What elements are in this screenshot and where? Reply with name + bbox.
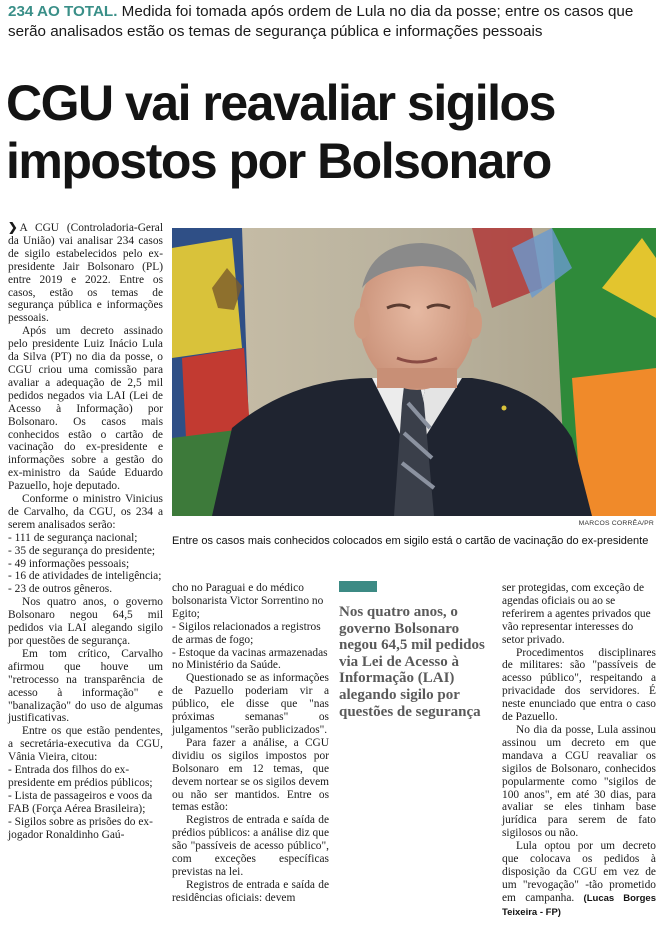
article-column-4 <box>502 582 656 920</box>
paragraph: Procedimentos disciplinares de militares: são "passíveis de acesso público", respeitando a privacidade dos servidores. É neste enunciado que entra o caso de Pazuello. <box>502 646 656 724</box>
article-photo <box>172 228 656 516</box>
list-item: - Sigilos sobre as prisões do ex-jogador Ronaldinho Gaú- <box>8 815 153 841</box>
paragraph: Registros de entrada e saída de prédios públicos: a análise diz que são "passíveis de acesso público", com exceções específicas previstas na lei. <box>172 814 329 878</box>
kicker-tag: 234 AO TOTAL. <box>8 3 118 20</box>
paragraph: ❯ A CGU (Controladoria-Geral da União) vai analisar 234 casos de sigilo estabelecidos pelo ex-presidente Jair Bolsonaro (PL) entre 2019 e 2022. Entre os casos, estão os temas de segurança pública e informações pessoais. <box>8 222 163 325</box>
kicker-text: Medida foi tomada após ordem de Lula no dia da posse; entre os casos que serão analisados estão os temas de segurança pública e informações pessoais <box>8 3 634 40</box>
article-column-1 <box>8 222 163 842</box>
list-item: - Estoque da vacinas armazenadas no Ministério da Saúde. <box>172 646 328 672</box>
photo-caption: Entre os casos mais conhecidos colocados em sigilo está o cartão de vacinação do ex-presidente <box>172 535 649 547</box>
lead-marker-icon: ❯ <box>8 222 18 234</box>
paragraph: Para fazer a análise, a CGU dividiu os sigilos impostos por Bolsonaro em 12 temas, que devem nortear se os sigilos devem ou não ser mantidos. Entre os temas estão: <box>172 736 329 814</box>
paragraph: Em tom crítico, Carvalho afirmou que houve um "retrocesso na transparência de acesso à informação" e "banalização" do uso de algumas justificativas. <box>8 647 163 725</box>
paragraph: Nos quatro anos, o governo Bolsonaro negou 64,5 mil pedidos via LAI alegando sigilo por questões de segurança. <box>8 596 163 647</box>
list-item: - 35 de segurança do presidente; <box>8 544 156 557</box>
paragraph: Entre os que estão pendentes, a secretária-executiva da CGU, Vânia Vieira, citou: <box>8 725 163 764</box>
paragraph: ser protegidas, com exceção de agendas oficiais ou ao se referirem a agentes privados que vão representar interesses do setor privado. <box>502 582 651 646</box>
paragraph: Registros de entrada e saída de residências oficiais: devem <box>172 878 329 904</box>
article-column-2 <box>172 582 329 905</box>
pullquote-bar <box>339 581 377 592</box>
list-item: - 16 de atividades de inteligência; <box>8 570 162 583</box>
paragraph: No dia da posse, Lula assinou assinou um decreto em que mandava a CGU reavaliar os sigilos de Bolsonaro, conhecidos popularmente como "sigilos de 100 anos", em até 30 dias, para avaliar se eles tinham base jurídica para serem de fato sigilosos ou não. <box>502 723 656 840</box>
paragraph: Lula optou por um decreto que colocava os pedidos à disposição da CGU em vez de um "revogação" -tão prometido em campanha. (Lucas Borges Teixeira - FP) <box>502 840 656 918</box>
pullquote: Nos quatro anos, o governo Bolsonaro negou 64,5 mil pedidos via Lei de Acesso à Informação (LAI) alegando sigilo por questões de segurança <box>339 604 485 720</box>
list-item: - 49 informações pessoais; <box>8 557 130 570</box>
list-item: - Lista de passageiros e voos da FAB (Força Aérea Brasileira); <box>8 789 153 815</box>
photo-credit: MARCOS CORRÊA/PR <box>578 520 654 527</box>
paragraph: cho no Paraguai e do médico bolsonarista Victor Sorrentino no Egito; <box>172 582 324 620</box>
list-item: - Entrada dos filhos do ex-presidente em prédios públicos; <box>8 764 153 789</box>
paragraph: Questionado se as informações de Pazuello poderiam vir a público, ele disse que "nas próximas semanas" os julgamentos "serão publicizados". <box>172 672 329 736</box>
paragraph: Conforme o ministro Vinicius de Carvalho, da CGU, os 234 a serem analisados serão: <box>8 493 163 531</box>
paragraph: Após um decreto assinado pelo presidente Luiz Inácio Lula da Silva (PT) no dia da posse, o CGU criou uma comissão para avaliar a adequação de 2,5 mil pedidos negados via LAI (Lei de Acesso à Informação) por Bolsonaro. Os casos mais conhecidos estão o cartão de vacinação do ex-presidente e informações sobre a gestão do ex-ministro da Saúde Eduardo Pazuello, hoje deputado. <box>8 325 163 493</box>
list-item: - Sigilos relacionados a registros de armas de fogo; <box>172 620 321 646</box>
article-signature: (Lucas Borges Teixeira - FP) <box>502 892 656 918</box>
list-item: - 23 de outros gêneros. <box>8 583 113 596</box>
headline <box>6 74 656 190</box>
list-item: - 111 de segurança nacional; <box>8 531 138 544</box>
headline-line-1: CGU vai reavaliar sigilos <box>6 75 555 131</box>
photo-illustration <box>172 228 656 516</box>
kicker <box>8 2 656 42</box>
headline-line-2: impostos por Bolsonaro <box>6 133 551 189</box>
